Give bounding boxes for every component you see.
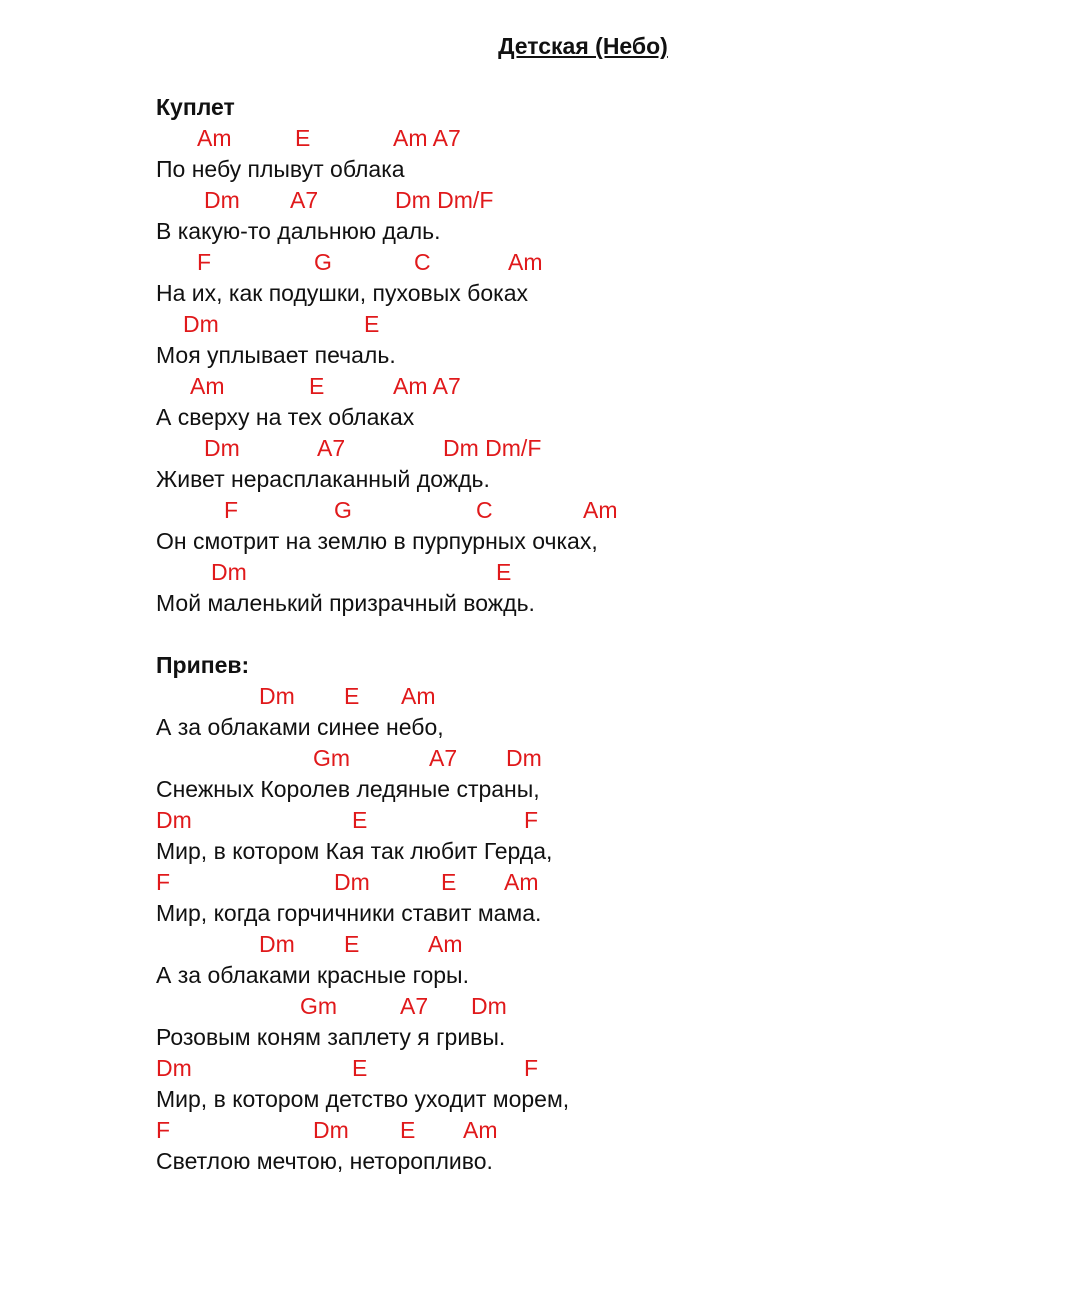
lyric-line: Живет нерасплаканный дождь. [156, 466, 490, 492]
lyric-line: А за облаками синее небо, [156, 714, 444, 740]
chord: E [295, 125, 311, 151]
chord: A7 [429, 745, 458, 771]
chord-line [156, 805, 539, 836]
chord-line [156, 929, 463, 960]
chord: Dm [471, 993, 507, 1019]
chord: F [156, 1117, 171, 1143]
chord: Am [428, 931, 463, 957]
chord-line [156, 991, 507, 1022]
chord: E [344, 931, 360, 957]
lyric-line: Розовым коням заплету я гривы. [156, 1024, 506, 1050]
chord: G [314, 249, 332, 275]
chord: F [156, 869, 171, 895]
lyric-line: Снежных Королев ледяные страны, [156, 776, 540, 802]
chord: Dm Dm/F [443, 435, 542, 461]
chord: Dm [313, 1117, 349, 1143]
chord: E [352, 1055, 368, 1081]
lyric-line: Он смотрит на землю в пурпурных очках, [156, 528, 598, 554]
chord: A7 [400, 993, 429, 1019]
chord: Am [463, 1117, 498, 1143]
lyric-line: А за облаками красные горы. [156, 962, 469, 988]
lyric-line: Светлою мечтою, неторопливо. [156, 1148, 493, 1174]
chord-line [156, 867, 539, 898]
lyric-line: На их, как подушки, пуховых боках [156, 280, 528, 306]
chord: E [364, 311, 380, 337]
chord: Dm [204, 187, 240, 213]
chord-line [156, 123, 461, 154]
chord: E [400, 1117, 416, 1143]
chord-line [156, 309, 380, 340]
chord: C [414, 249, 431, 275]
chord: Dm [204, 435, 240, 461]
chord: F [224, 497, 239, 523]
chord: E [352, 807, 368, 833]
chord: Dm [334, 869, 370, 895]
chorus-label: Припев: [156, 652, 250, 678]
chord: Am [197, 125, 232, 151]
chord: Dm [506, 745, 542, 771]
chord: A7 [290, 187, 319, 213]
chord: Gm [313, 745, 351, 771]
chord-line [156, 681, 436, 712]
chord-line [156, 433, 542, 464]
chord: Am [190, 373, 225, 399]
chord-line [156, 1115, 498, 1146]
chord: Dm [211, 559, 247, 585]
lyric-line: В какую-то дальнюю даль. [156, 218, 441, 244]
chord: Am [508, 249, 543, 275]
chord: F [197, 249, 212, 275]
chord: Am [504, 869, 539, 895]
chord-line [156, 371, 461, 402]
song-title: Детская (Небо) [498, 33, 668, 59]
chord: Dm [156, 807, 192, 833]
chord: E [309, 373, 325, 399]
chord-line [156, 185, 494, 216]
chord: Dm [259, 931, 295, 957]
chord: E [441, 869, 457, 895]
lyric-line: Мир, в котором детство уходит морем, [156, 1086, 570, 1112]
chord: F [524, 1055, 539, 1081]
chord-line [156, 743, 542, 774]
lyric-line: Мир, когда горчичники ставит мама. [156, 900, 542, 926]
chord: Am [583, 497, 618, 523]
chord-line [156, 247, 543, 278]
chord: Am A7 [393, 125, 461, 151]
lyric-line: Мой маленький призрачный вождь. [156, 590, 535, 616]
chord: C [476, 497, 493, 523]
chord: Dm [156, 1055, 192, 1081]
chord: Am [401, 683, 436, 709]
lyric-line: Мир, в котором Кая так любит Герда, [156, 838, 553, 864]
chord: Dm Dm/F [395, 187, 494, 213]
chord: Am A7 [393, 373, 461, 399]
lyric-line: Моя уплывает печаль. [156, 342, 396, 368]
chord: Gm [300, 993, 338, 1019]
chord: Dm [259, 683, 295, 709]
lyric-line: А сверху на тех облаках [156, 404, 415, 430]
chord: A7 [317, 435, 346, 461]
chord-line [156, 557, 512, 588]
chord: Dm [183, 311, 219, 337]
chord: E [344, 683, 360, 709]
lyric-line: По небу плывут облака [156, 156, 405, 182]
chord-line [156, 495, 618, 526]
chord: G [334, 497, 352, 523]
chord-line [156, 1053, 539, 1084]
chord: F [524, 807, 539, 833]
verse-label: Куплет [156, 94, 235, 120]
chord: E [496, 559, 512, 585]
